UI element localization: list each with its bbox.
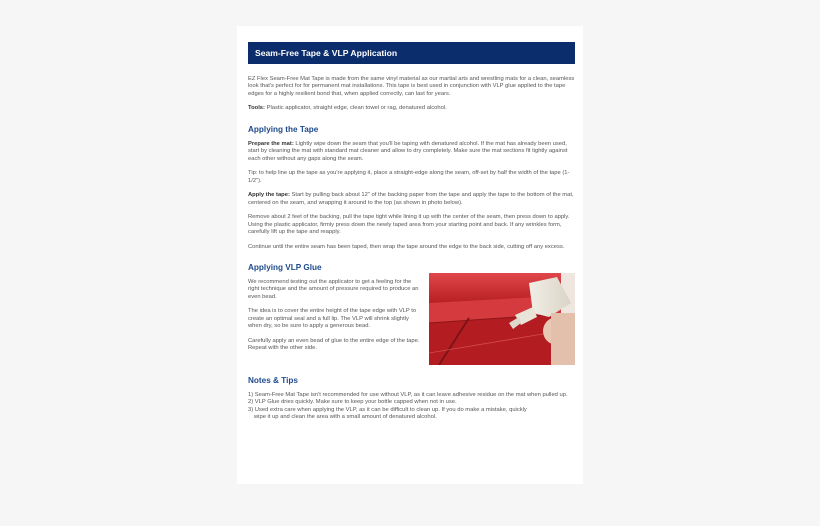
continue-paragraph: Continue until the entire seam has been taped, then wrap the tape around the edge to the back side, cutting off any excess. — [248, 243, 565, 250]
glue-bottle-photo-icon — [429, 273, 575, 365]
remove-paragraph: Remove about 2 feet of the backing, pull the tape tight while lining it up with the center of the seam, then press down to apply. Using the plastic applicator, firmly press down the newly taped area from your starting point and back. If any wrinkles form, carefully lift up the tape and reapply. — [248, 214, 570, 236]
apply-paragraph — [248, 192, 575, 207]
apply-text: Start by pulling back about 12" of the backing paper from the tape and apply the tape to the bottom of the mat, centered on the seam, and wrapping it around to the top (as shown in photo below). — [248, 192, 574, 206]
apply-label: Apply the tape: — [248, 192, 290, 199]
note-3-continued: wipe it up and clean the area with a small amount of denatured alcohol. — [254, 414, 437, 421]
document-body — [248, 76, 575, 422]
glue-application-photo — [429, 273, 575, 365]
intro-paragraph: EZ Flex Seam-Free Mat Tape is made from the same vinyl material as our martial arts and wrestling mats for a clean, seamless look that's perfect for for permanent mat installations. This tape is best used in conjunction with VLP glue applied to the tape edges for a highly resilient bond that, when applied correctly, can last for years. — [248, 76, 575, 97]
tip-paragraph: Tip: to help line up the tape as you're applying it, place a straight-edge along the seam, off-set by half the width of the tape (1-1/2"). — [248, 170, 570, 184]
page-title: Seam-Free Tape & VLP Application — [248, 42, 575, 64]
section-heading-applying-tape: Applying the Tape — [248, 124, 319, 134]
note-3: 3) Used extra care when applying the VLP, as it can be difficult to clean up. If you do make a mistake, quickly — [248, 406, 527, 413]
note-1: 1) Seam-Free Mat Tape isn't recommended for use without VLP, as it can leave adhesive residue on the mat when pulled up. — [248, 392, 568, 399]
section-heading-applying-vlp: Applying VLP Glue — [248, 263, 322, 273]
tools-label: Tools: — [248, 105, 265, 112]
section-heading-notes: Notes & Tips — [248, 376, 298, 386]
vlp-text-column — [248, 279, 424, 360]
tools-paragraph — [248, 105, 575, 112]
vlp-paragraph-2: The idea is to cover the entire height of the tape edge with VLP to create an optimal seal and a full lip. The VLP will shrink slightly when dry, so be sure to apply a generous bead. — [248, 308, 417, 330]
tools-text: Plastic applicator, straight edge, clean towel or rag, denatured alcohol. — [264, 105, 447, 112]
notes-list — [248, 392, 575, 422]
vlp-section — [248, 279, 575, 372]
blank-area — [237, 418, 583, 484]
prepare-paragraph — [248, 141, 575, 163]
prepare-label: Prepare the mat: — [248, 140, 294, 147]
vlp-paragraph-3: Carefully apply an even bead of glue to the entire edge of the tape. Repeat with the other side. — [248, 337, 420, 352]
vlp-paragraph-1: We recommend testing out the applicator to get a feeling for the right technique and the amount of pressure required to produce an even bead. — [248, 279, 419, 300]
prepare-text: Lightly wipe down the seam that you'll be taping with denatured alcohol. If the mat has already been used, start by cleaning the mat with standard mat cleaner and allow to dry completely. Make sure the mat sections fit tightly against each other without any gaps along the seam. — [248, 140, 568, 162]
note-2: 2) VLP Glue dries quickly. Make sure to keep your bottle capped when not in use. — [248, 399, 457, 406]
